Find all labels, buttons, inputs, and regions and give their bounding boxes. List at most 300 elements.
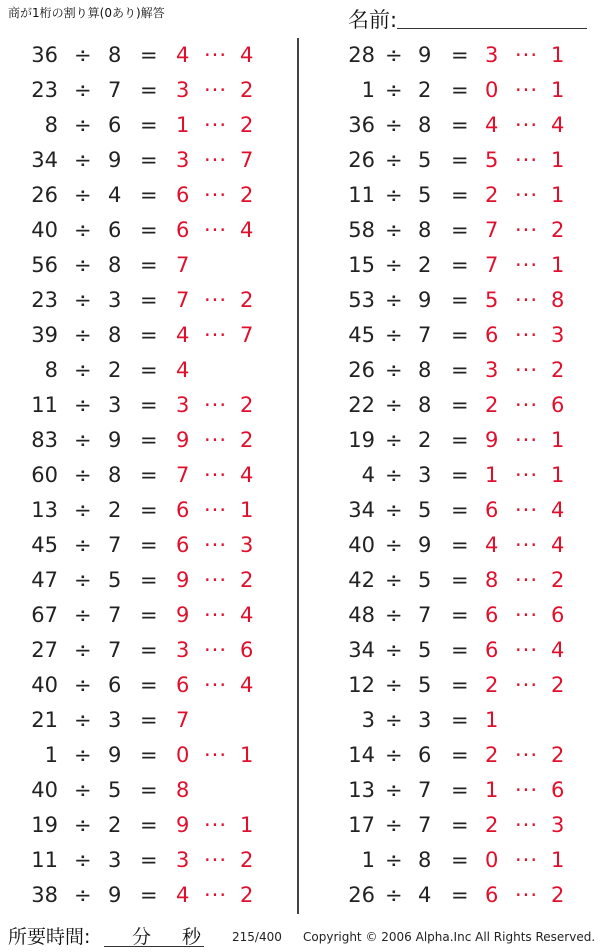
remainder-dots: ··· xyxy=(515,253,539,277)
divide-sign: ÷ xyxy=(74,603,92,627)
problem-row xyxy=(0,458,290,493)
divide-sign: ÷ xyxy=(74,78,92,102)
remainder-answer: 4 xyxy=(240,603,254,627)
divide-sign: ÷ xyxy=(74,218,92,242)
dividend: 19 xyxy=(31,813,58,837)
divisor: 8 xyxy=(108,463,122,487)
remainder-dots: ··· xyxy=(515,568,539,592)
divisor: 5 xyxy=(108,778,122,802)
problem-row xyxy=(0,668,290,703)
equals-sign: = xyxy=(140,218,158,242)
remainder-dots: ··· xyxy=(515,393,539,417)
problem-row xyxy=(305,528,595,563)
remainder-dots: ··· xyxy=(204,533,228,557)
name-label: 名前: xyxy=(348,8,398,32)
equals-sign: = xyxy=(451,43,469,67)
remainder-answer: 1 xyxy=(551,463,565,487)
divisor: 2 xyxy=(418,253,432,277)
divide-sign: ÷ xyxy=(74,883,92,907)
remainder-answer: 1 xyxy=(240,743,254,767)
divide-sign: ÷ xyxy=(385,743,403,767)
remainder-dots: ··· xyxy=(204,113,228,137)
divide-sign: ÷ xyxy=(74,813,92,837)
divisor: 9 xyxy=(108,883,122,907)
divide-sign: ÷ xyxy=(385,113,403,137)
divisor: 7 xyxy=(108,638,122,662)
page-number: 215/400 xyxy=(232,930,282,944)
equals-sign: = xyxy=(451,638,469,662)
equals-sign: = xyxy=(451,148,469,172)
divisor: 6 xyxy=(108,113,122,137)
quotient-answer: 6 xyxy=(485,638,499,662)
divisor: 9 xyxy=(108,148,122,172)
minutes-label: 分 xyxy=(132,926,152,948)
quotient-answer: 6 xyxy=(176,498,190,522)
remainder-dots: ··· xyxy=(515,78,539,102)
problem-row xyxy=(0,388,290,423)
equals-sign: = xyxy=(140,603,158,627)
quotient-answer: 0 xyxy=(176,743,190,767)
divide-sign: ÷ xyxy=(74,848,92,872)
divide-sign: ÷ xyxy=(385,253,403,277)
divide-sign: ÷ xyxy=(74,673,92,697)
divisor: 7 xyxy=(418,778,432,802)
dividend: 40 xyxy=(31,673,58,697)
remainder-answer: 7 xyxy=(240,148,254,172)
problem-row xyxy=(0,283,290,318)
divide-sign: ÷ xyxy=(74,533,92,557)
divide-sign: ÷ xyxy=(74,428,92,452)
equals-sign: = xyxy=(451,463,469,487)
divide-sign: ÷ xyxy=(74,358,92,382)
divisor: 5 xyxy=(418,498,432,522)
divisor: 7 xyxy=(108,533,122,557)
quotient-answer: 3 xyxy=(485,43,499,67)
equals-sign: = xyxy=(140,323,158,347)
divide-sign: ÷ xyxy=(385,708,403,732)
problem-row xyxy=(305,143,595,178)
divide-sign: ÷ xyxy=(74,638,92,662)
problem-row xyxy=(305,773,595,808)
divisor: 2 xyxy=(418,78,432,102)
dividend: 26 xyxy=(348,883,375,907)
divide-sign: ÷ xyxy=(74,288,92,312)
equals-sign: = xyxy=(451,813,469,837)
dividend: 40 xyxy=(31,778,58,802)
divide-sign: ÷ xyxy=(385,218,403,242)
equals-sign: = xyxy=(451,78,469,102)
equals-sign: = xyxy=(451,113,469,137)
remainder-dots: ··· xyxy=(515,603,539,627)
remainder-answer: 4 xyxy=(240,218,254,242)
equals-sign: = xyxy=(451,253,469,277)
problem-row xyxy=(305,598,595,633)
dividend: 26 xyxy=(31,183,58,207)
dividend: 36 xyxy=(31,43,58,67)
equals-sign: = xyxy=(451,778,469,802)
divide-sign: ÷ xyxy=(385,673,403,697)
dividend: 58 xyxy=(348,218,375,242)
quotient-answer: 9 xyxy=(176,568,190,592)
divide-sign: ÷ xyxy=(385,498,403,522)
dividend: 42 xyxy=(348,568,375,592)
dividend: 40 xyxy=(31,218,58,242)
divisor: 2 xyxy=(418,428,432,452)
divisor: 5 xyxy=(418,638,432,662)
quotient-answer: 7 xyxy=(176,288,190,312)
dividend: 4 xyxy=(361,463,375,487)
remainder-answer: 8 xyxy=(551,288,565,312)
dividend: 23 xyxy=(31,78,58,102)
divisor: 8 xyxy=(108,323,122,347)
quotient-answer: 6 xyxy=(176,183,190,207)
problem-row xyxy=(305,668,595,703)
problem-row xyxy=(0,38,290,73)
equals-sign: = xyxy=(140,43,158,67)
quotient-answer: 2 xyxy=(485,673,499,697)
divide-sign: ÷ xyxy=(74,568,92,592)
remainder-answer: 1 xyxy=(240,498,254,522)
equals-sign: = xyxy=(140,78,158,102)
remainder-answer: 2 xyxy=(551,568,565,592)
equals-sign: = xyxy=(451,498,469,522)
remainder-answer: 2 xyxy=(551,743,565,767)
remainder-answer: 2 xyxy=(240,848,254,872)
dividend: 15 xyxy=(348,253,375,277)
divisor: 6 xyxy=(418,743,432,767)
divide-sign: ÷ xyxy=(385,533,403,557)
divide-sign: ÷ xyxy=(385,638,403,662)
problem-row xyxy=(0,808,290,843)
problem-row xyxy=(305,843,595,878)
remainder-dots: ··· xyxy=(204,43,228,67)
dividend: 13 xyxy=(348,778,375,802)
divide-sign: ÷ xyxy=(385,883,403,907)
problem-row xyxy=(0,773,290,808)
divide-sign: ÷ xyxy=(385,568,403,592)
quotient-answer: 7 xyxy=(176,708,190,732)
remainder-dots: ··· xyxy=(204,673,228,697)
quotient-answer: 1 xyxy=(485,778,499,802)
divide-sign: ÷ xyxy=(385,288,403,312)
divide-sign: ÷ xyxy=(74,708,92,732)
remainder-dots: ··· xyxy=(515,183,539,207)
problem-row xyxy=(0,878,290,913)
dividend: 11 xyxy=(31,848,58,872)
remainder-answer: 6 xyxy=(551,393,565,417)
remainder-dots: ··· xyxy=(204,428,228,452)
remainder-dots: ··· xyxy=(515,148,539,172)
remainder-answer: 6 xyxy=(240,638,254,662)
quotient-answer: 3 xyxy=(176,148,190,172)
problem-row xyxy=(305,353,595,388)
divisor: 8 xyxy=(108,253,122,277)
dividend: 28 xyxy=(348,43,375,67)
remainder-dots: ··· xyxy=(515,778,539,802)
seconds-label: 秒 xyxy=(182,926,202,948)
dividend: 1 xyxy=(44,743,58,767)
quotient-answer: 5 xyxy=(485,148,499,172)
equals-sign: = xyxy=(140,533,158,557)
equals-sign: = xyxy=(451,358,469,382)
dividend: 3 xyxy=(361,708,375,732)
divisor: 2 xyxy=(108,358,122,382)
divisor: 8 xyxy=(418,358,432,382)
problem-row xyxy=(0,143,290,178)
remainder-answer: 2 xyxy=(240,183,254,207)
quotient-answer: 1 xyxy=(176,113,190,137)
remainder-dots: ··· xyxy=(204,393,228,417)
dividend: 60 xyxy=(31,463,58,487)
dividend: 23 xyxy=(31,288,58,312)
quotient-answer: 9 xyxy=(176,428,190,452)
dividend: 13 xyxy=(31,498,58,522)
quotient-answer: 9 xyxy=(176,603,190,627)
remainder-answer: 4 xyxy=(240,673,254,697)
remainder-dots: ··· xyxy=(204,148,228,172)
dividend: 53 xyxy=(348,288,375,312)
divisor: 3 xyxy=(418,463,432,487)
problem-row xyxy=(0,73,290,108)
divide-sign: ÷ xyxy=(74,393,92,417)
quotient-answer: 3 xyxy=(485,358,499,382)
divisor: 4 xyxy=(418,883,432,907)
problem-row xyxy=(0,213,290,248)
dividend: 47 xyxy=(31,568,58,592)
divisor: 3 xyxy=(108,708,122,732)
remainder-answer: 1 xyxy=(240,813,254,837)
problem-row xyxy=(0,318,290,353)
quotient-answer: 2 xyxy=(485,183,499,207)
equals-sign: = xyxy=(140,183,158,207)
remainder-answer: 3 xyxy=(240,533,254,557)
remainder-answer: 1 xyxy=(551,183,565,207)
divisor: 8 xyxy=(418,848,432,872)
remainder-dots: ··· xyxy=(515,498,539,522)
dividend: 38 xyxy=(31,883,58,907)
quotient-answer: 0 xyxy=(485,848,499,872)
quotient-answer: 9 xyxy=(176,813,190,837)
quotient-answer: 4 xyxy=(176,43,190,67)
problem-row xyxy=(0,738,290,773)
equals-sign: = xyxy=(451,848,469,872)
equals-sign: = xyxy=(451,323,469,347)
equals-sign: = xyxy=(140,148,158,172)
problem-row xyxy=(0,843,290,878)
equals-sign: = xyxy=(140,358,158,382)
divisor: 5 xyxy=(418,568,432,592)
equals-sign: = xyxy=(140,813,158,837)
problem-row xyxy=(305,318,595,353)
equals-sign: = xyxy=(140,778,158,802)
remainder-dots: ··· xyxy=(515,673,539,697)
column-divider xyxy=(297,38,299,914)
problem-column-left xyxy=(0,38,290,913)
remainder-answer: 4 xyxy=(551,638,565,662)
remainder-dots: ··· xyxy=(515,813,539,837)
divisor: 7 xyxy=(108,78,122,102)
quotient-answer: 6 xyxy=(485,603,499,627)
remainder-answer: 1 xyxy=(551,253,565,277)
divisor: 8 xyxy=(418,218,432,242)
problem-row xyxy=(305,73,595,108)
divisor: 7 xyxy=(418,813,432,837)
remainder-answer: 4 xyxy=(551,113,565,137)
dividend: 26 xyxy=(348,148,375,172)
quotient-answer: 6 xyxy=(485,883,499,907)
remainder-dots: ··· xyxy=(204,848,228,872)
dividend: 11 xyxy=(31,393,58,417)
dividend: 26 xyxy=(348,358,375,382)
problem-row xyxy=(0,528,290,563)
divisor: 9 xyxy=(418,533,432,557)
divisor: 7 xyxy=(418,603,432,627)
remainder-answer: 4 xyxy=(240,463,254,487)
divisor: 5 xyxy=(418,183,432,207)
equals-sign: = xyxy=(140,743,158,767)
divide-sign: ÷ xyxy=(74,183,92,207)
quotient-answer: 8 xyxy=(485,568,499,592)
quotient-answer: 6 xyxy=(485,323,499,347)
dividend: 45 xyxy=(348,323,375,347)
remainder-dots: ··· xyxy=(515,323,539,347)
remainder-dots: ··· xyxy=(515,848,539,872)
remainder-answer: 2 xyxy=(551,358,565,382)
remainder-dots: ··· xyxy=(204,288,228,312)
quotient-answer: 6 xyxy=(176,533,190,557)
dividend: 14 xyxy=(348,743,375,767)
dividend: 56 xyxy=(31,253,58,277)
remainder-answer: 2 xyxy=(551,218,565,242)
quotient-answer: 4 xyxy=(485,113,499,137)
remainder-answer: 2 xyxy=(240,568,254,592)
remainder-dots: ··· xyxy=(204,498,228,522)
equals-sign: = xyxy=(140,498,158,522)
remainder-dots: ··· xyxy=(515,533,539,557)
divisor: 5 xyxy=(418,673,432,697)
equals-sign: = xyxy=(451,183,469,207)
divisor: 7 xyxy=(108,603,122,627)
quotient-answer: 7 xyxy=(176,253,190,277)
dividend: 36 xyxy=(348,113,375,137)
remainder-dots: ··· xyxy=(515,743,539,767)
equals-sign: = xyxy=(451,743,469,767)
remainder-dots: ··· xyxy=(515,113,539,137)
remainder-answer: 1 xyxy=(551,78,565,102)
quotient-answer: 8 xyxy=(176,778,190,802)
divide-sign: ÷ xyxy=(74,148,92,172)
quotient-answer: 1 xyxy=(485,708,499,732)
quotient-answer: 6 xyxy=(485,498,499,522)
remainder-answer: 7 xyxy=(240,323,254,347)
equals-sign: = xyxy=(140,638,158,662)
divide-sign: ÷ xyxy=(385,323,403,347)
divide-sign: ÷ xyxy=(385,428,403,452)
problem-row xyxy=(0,353,290,388)
divisor: 9 xyxy=(108,743,122,767)
divide-sign: ÷ xyxy=(385,183,403,207)
remainder-dots: ··· xyxy=(204,813,228,837)
equals-sign: = xyxy=(140,428,158,452)
remainder-dots: ··· xyxy=(515,358,539,382)
dividend: 34 xyxy=(348,498,375,522)
problem-column-right xyxy=(305,38,595,913)
divisor: 8 xyxy=(418,393,432,417)
quotient-answer: 3 xyxy=(176,848,190,872)
dividend: 34 xyxy=(348,638,375,662)
remainder-dots: ··· xyxy=(204,183,228,207)
equals-sign: = xyxy=(451,533,469,557)
problem-row xyxy=(0,108,290,143)
equals-sign: = xyxy=(140,848,158,872)
quotient-answer: 3 xyxy=(176,78,190,102)
problem-row xyxy=(305,563,595,598)
divisor: 5 xyxy=(418,148,432,172)
problem-row xyxy=(305,283,595,318)
divisor: 4 xyxy=(108,183,122,207)
remainder-answer: 2 xyxy=(240,113,254,137)
worksheet-title: 商が1桁の割り算(0あり)解答 xyxy=(8,6,165,20)
equals-sign: = xyxy=(451,568,469,592)
problem-row xyxy=(305,388,595,423)
remainder-answer: 2 xyxy=(240,393,254,417)
divide-sign: ÷ xyxy=(385,778,403,802)
quotient-answer: 3 xyxy=(176,393,190,417)
equals-sign: = xyxy=(140,673,158,697)
divide-sign: ÷ xyxy=(385,463,403,487)
remainder-answer: 1 xyxy=(551,848,565,872)
remainder-answer: 2 xyxy=(240,883,254,907)
quotient-answer: 0 xyxy=(485,78,499,102)
divisor: 9 xyxy=(418,43,432,67)
divide-sign: ÷ xyxy=(385,358,403,382)
dividend: 17 xyxy=(348,813,375,837)
equals-sign: = xyxy=(140,568,158,592)
remainder-dots: ··· xyxy=(515,463,539,487)
dividend: 8 xyxy=(44,113,58,137)
dividend: 45 xyxy=(31,533,58,557)
divide-sign: ÷ xyxy=(385,43,403,67)
quotient-answer: 1 xyxy=(485,463,499,487)
remainder-answer: 3 xyxy=(551,813,565,837)
problem-row xyxy=(0,563,290,598)
quotient-answer: 6 xyxy=(176,218,190,242)
divide-sign: ÷ xyxy=(385,848,403,872)
dividend: 21 xyxy=(31,708,58,732)
time-label: 所要時間: xyxy=(8,926,91,948)
dividend: 83 xyxy=(31,428,58,452)
quotient-answer: 4 xyxy=(176,883,190,907)
divide-sign: ÷ xyxy=(74,743,92,767)
quotient-answer: 4 xyxy=(176,323,190,347)
quotient-answer: 7 xyxy=(485,253,499,277)
remainder-answer: 3 xyxy=(551,323,565,347)
divisor: 6 xyxy=(108,218,122,242)
divide-sign: ÷ xyxy=(74,113,92,137)
equals-sign: = xyxy=(451,428,469,452)
divisor: 5 xyxy=(108,568,122,592)
problem-row xyxy=(0,493,290,528)
divisor: 3 xyxy=(108,848,122,872)
name-field-line xyxy=(397,28,587,29)
equals-sign: = xyxy=(140,253,158,277)
problem-row xyxy=(305,738,595,773)
dividend: 11 xyxy=(348,183,375,207)
divide-sign: ÷ xyxy=(74,253,92,277)
quotient-answer: 2 xyxy=(485,743,499,767)
remainder-dots: ··· xyxy=(204,568,228,592)
divide-sign: ÷ xyxy=(385,148,403,172)
